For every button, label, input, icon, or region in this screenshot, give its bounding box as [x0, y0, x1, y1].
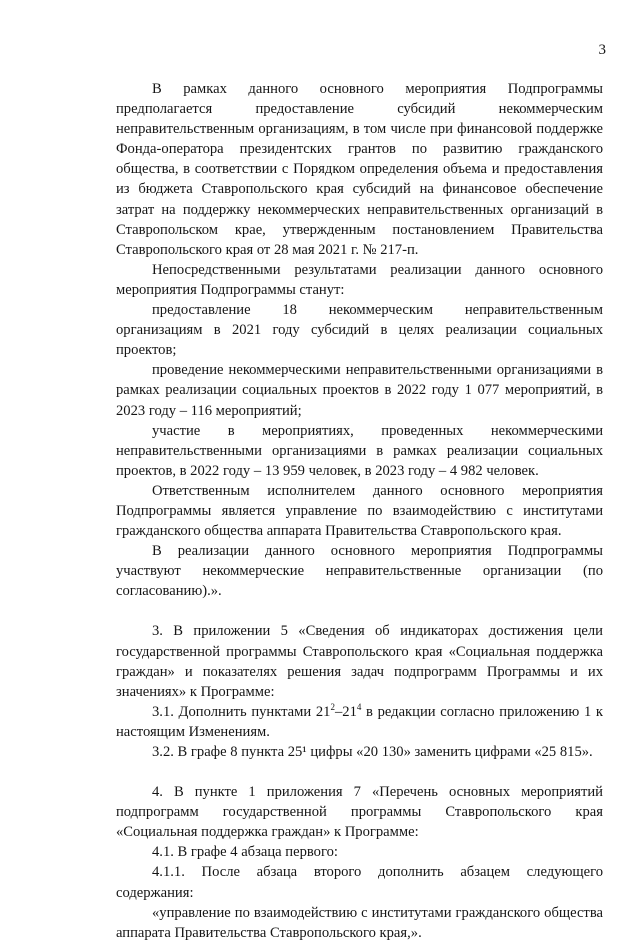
paragraph-item-3-2: 3.2. В графе 8 пункта 25¹ цифры «20 130» заменить цифрами «25 815».: [152, 744, 593, 760]
paragraph-item-4-1: 4.1. В графе 4 абзаца первого:: [152, 844, 338, 861]
paragraph-result-participants: участие в мероприятиях, проведенных некоммерческими неправительственными организациями в рамках реализации социальных проектов, в 2022 году – 13 959 человек, в 2023 году – 4 982 человек.: [116, 422, 603, 479]
paragraph-responsible: Ответственным исполнителем данного основного мероприятия Подпрограммы является управление по взаимодействию с институтами гражданского общества аппарата Правительства Ставропольского края.: [116, 482, 603, 540]
paragraph-results-intro: Непосредственными результатами реализации данного основного мероприятия Подпрограммы станут:: [116, 261, 603, 298]
item-3-1-text-end: в редакции согласно приложению 1 к настоящим Изменениям.: [116, 703, 603, 740]
item-3-1-text-start: 3.1. Дополнить пунктами 21: [152, 703, 331, 720]
paragraph-subsidies: В рамках данного основного мероприятия Подпрограммы предполагается предоставление субсидий некоммерческим неправительственным организациям, в том числе при финансовой поддержке Фонда-оператора президентских грантов по развитию гражданского общества, в соответствии с Порядком определения объема и предоставления из бюджета Ставропольского края субсидий на финансовое обеспечение затрат на поддержку некоммерческих неправительственных организаций в Ставропольском крае, утвержденным постановлением Правительства Ставропольского края от 28 мая 2021 г. № 217-п.: [116, 81, 603, 258]
paragraph-item-3-1: [116, 702, 603, 742]
paragraph-item-3: 3. В приложении 5 «Сведения об индикаторах достижения цели государственной программы Ставропольского края «Социальная поддержка граждан» и показателях решения задач подпрограмм Программы и их значениях» к Программе:: [116, 623, 603, 700]
paragraph-quote: «управление по взаимодействию с институтами гражданского общества аппарата Правительства Ставропольского края,».: [116, 904, 603, 941]
paragraph-result-events: проведение некоммерческими неправительственными организациями в рамках реализации социальных проектов в 2022 году 1 077 мероприятий, в 2023 году – 116 мероприятий;: [116, 362, 603, 419]
item-3-1-sup-from: 2: [330, 701, 335, 712]
paragraph-item-4-1-1: 4.1.1. После абзаца второго дополнить абзацем следующего содержания:: [116, 864, 603, 901]
paragraph-item-4: 4. В пункте 1 приложения 7 «Перечень основных мероприятий подпрограмм государственной программы Ставропольского края «Социальная поддержка граждан» к Программе:: [116, 784, 603, 841]
item-3-1-dash: –21: [334, 703, 357, 720]
page-number: 3: [598, 42, 606, 58]
paragraph-participants: В реализации данного основного мероприятия Подпрограммы участвуют некоммерческие неправительственные организации (по согласованию).».: [116, 543, 603, 600]
item-3-1-sup-to: 4: [356, 701, 362, 712]
paragraph-result-2021: предоставление 18 некоммерческим неправительственным организациям в 2021 году субсидий в целях реализации социальных проектов;: [116, 302, 603, 359]
document-body: [116, 79, 603, 943]
